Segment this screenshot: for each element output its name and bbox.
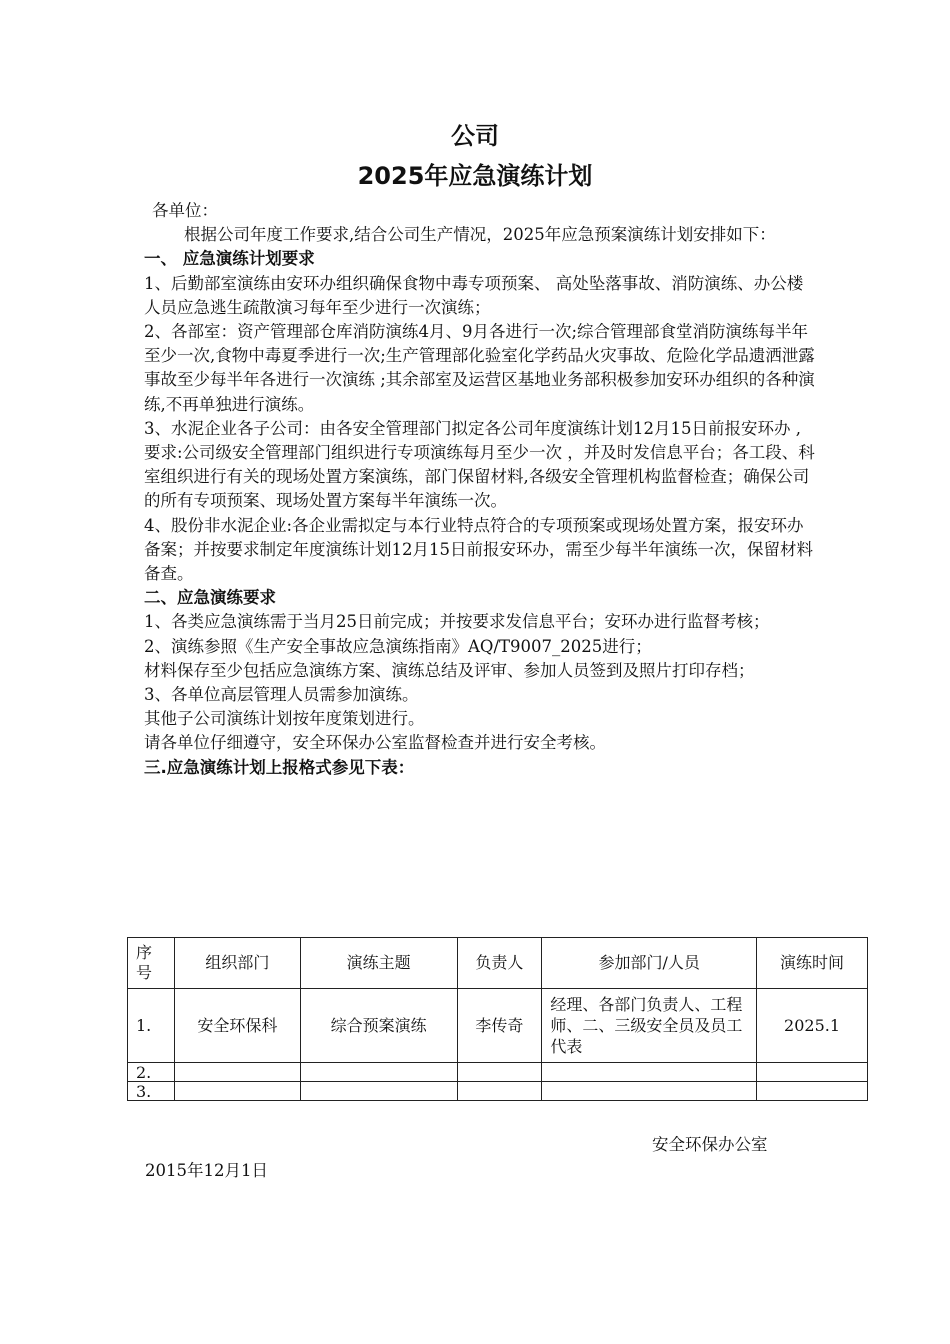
table-row — [128, 1063, 868, 1082]
header-no: 序号 — [128, 938, 175, 989]
cell-participants — [542, 1082, 757, 1101]
cell-time — [757, 1063, 868, 1082]
cell-leader: 李传奇 — [457, 989, 542, 1063]
table-row — [128, 1082, 868, 1101]
section1-item-1: 1、后勤部室演练由安环办组织确保食物中毒专项预案、 高处坠落事故、消防演练、办公楼人员应急逃生疏散演习每年至少进行一次演练； — [144, 273, 804, 317]
table-header-row — [128, 938, 868, 989]
cell-topic — [300, 1063, 457, 1082]
header-topic: 演练主题 — [300, 938, 457, 989]
section2-item-6: 请各单位仔细遵守，安全环保办公室监督检查并进行安全考核。 — [144, 733, 606, 753]
cell-leader — [457, 1063, 542, 1082]
cell-no: 1. — [128, 989, 175, 1063]
cell-time: 2025.1 — [757, 989, 868, 1063]
issuing-office: 安全环保办公室 — [652, 1135, 768, 1154]
header-time: 演练时间 — [757, 938, 868, 989]
section2-item-4: 3、各单位高层管理人员需参加演练。 — [144, 685, 419, 705]
header-org: 组织部门 — [174, 938, 300, 989]
cell-org — [174, 1063, 300, 1082]
drill-plan-table — [127, 937, 868, 1101]
cell-topic: 综合预案演练 — [300, 989, 457, 1063]
document-title-company: 公司 — [451, 122, 499, 150]
cell-time — [757, 1082, 868, 1101]
cell-no: 2. — [128, 1063, 175, 1082]
cell-org — [174, 1082, 300, 1101]
cell-topic — [300, 1082, 457, 1101]
section2-heading: 二、应急演练要求 — [144, 588, 276, 608]
header-participants: 参加部门/人员 — [542, 938, 757, 989]
cell-no: 3. — [128, 1082, 175, 1101]
section3-heading: 三.应急演练计划上报格式参见下表： — [144, 757, 415, 777]
intro-paragraph: 根据公司年度工作要求,结合公司生产情况，2025年应急预案演练计划安排如下： — [184, 225, 776, 245]
salutation: 各单位： — [152, 201, 218, 220]
header-leader: 负责人 — [457, 938, 542, 989]
section1-heading: 一、 应急演练计划要求 — [144, 249, 315, 269]
cell-leader — [457, 1082, 542, 1101]
cell-participants: 经理、各部门负责人、工程师、二、三级安全员及员工代表 — [542, 989, 757, 1063]
issue-date: 2015年12月1日 — [145, 1161, 268, 1180]
table-row — [128, 989, 868, 1063]
section1-item-2: 2、各部室：资产管理部仓库消防演练4月、9月各进行一次;综合管理部食堂消防演练每半年至少一次,食物中毒夏季进行一次;生产管理部化验室化学药品火灾事故、危险化学品遗洒泄露事故至少每半年各进行一次演练 ;其余部室及运营区基地业务部积极参加安环办组织的各种演练,不再单独进行演练。 — [144, 322, 815, 414]
document-body — [144, 199, 816, 780]
document-title-plan: 2025年应急演练计划 — [357, 162, 593, 190]
section2-item-2: 2、演练参照《生产安全事故应急演练指南》AQ/T9007_2025进行； — [144, 636, 652, 656]
section1-item-4: 4、股份非水泥企业:各企业需拟定与本行业特点符合的专项预案或现场处置方案，报安环办备案；并按要求制定年度演练计划12月15日前报安环办，需至少每半年演练一次，保留材料备查。 — [144, 515, 813, 584]
section2-item-5: 其他子公司演练计划按年度策划进行。 — [144, 709, 425, 729]
section2-item-3: 材料保存至少包括应急演练方案、演练总结及评审、参加人员签到及照片打印存档； — [144, 660, 755, 680]
cell-org: 安全环保科 — [174, 989, 300, 1063]
section1-item-3: 3、水泥企业各子公司：由各安全管理部门拟定各公司年度演练计划12月15日前报安环办 ,要求:公司级安全管理部门组织进行专项演练每月至少一次 ，并及时发信息平台；各工段、科室组织进行有关的现场处置方案演练，部门保留材料,各级安全管理机构监督检查；确保公司的所有专项预案、现场处置方案每半年演练一次。 — [144, 418, 815, 511]
section2-item-1: 1、各类应急演练需于当月25日前完成；并按要求发信息平台；安环办进行监督考核； — [144, 612, 770, 632]
cell-participants — [542, 1063, 757, 1082]
